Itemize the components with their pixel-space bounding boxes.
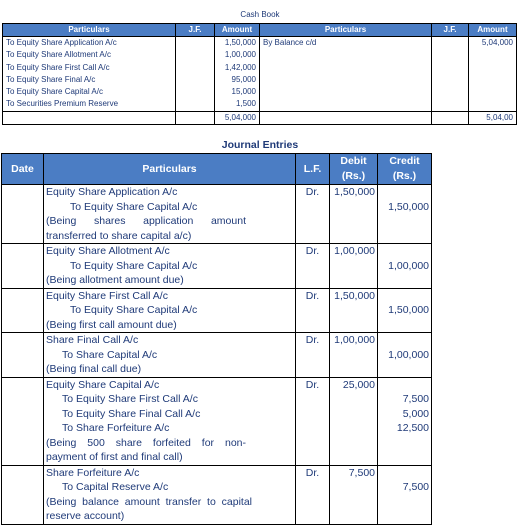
je-credit-account: To Equity Share Capital A/c (70, 200, 198, 213)
je-credit-amount: 1,50,000 (388, 200, 429, 213)
cb-total-cr: 5,04,00 (469, 111, 517, 124)
je-credit-amount: 12,500 (396, 422, 429, 434)
je-header-debit-unit: (Rs.) (341, 170, 366, 182)
je-dr-marker: Dr. (305, 289, 320, 302)
je-header-debit (330, 154, 378, 185)
cb-header-amount-cr: Amount (469, 24, 517, 37)
cash-book-row (3, 49, 517, 61)
cb-dr-amount: 95,000 (215, 74, 260, 86)
cb-dr-jf (176, 37, 215, 50)
journal-entry (2, 333, 517, 378)
je-debit-amount: 1,50,000 (334, 289, 375, 302)
je-narration: (Being allotment amount due) (46, 274, 184, 286)
je-credit-amount: 1,50,000 (388, 304, 429, 316)
je-header-particulars: Particulars (44, 154, 296, 185)
cb-total-dr: 5,04,000 (215, 111, 260, 124)
cb-cr-amount: 5,04,000 (469, 37, 517, 50)
journal-entry (2, 465, 517, 524)
cb-dr-particulars: To Equity Share Capital A/c (3, 86, 176, 98)
je-debit-amount: 25,000 (342, 378, 375, 391)
je-particulars (44, 185, 296, 244)
je-debit-amount: 1,00,000 (334, 334, 375, 346)
journal-entry (2, 244, 517, 289)
cash-book-total-row (3, 111, 517, 124)
journal-header-row (2, 154, 517, 185)
journal-entry (2, 185, 517, 244)
cb-header-jf-cr: J.F. (432, 24, 469, 37)
je-narration: (Being first call amount due) (46, 318, 177, 331)
cb-dr-particulars: To Equity Share Allotment A/c (3, 49, 176, 61)
je-header-credit (378, 154, 432, 185)
je-header-lf: L.F. (296, 154, 330, 185)
cb-dr-particulars: To Equity Share Final A/c (3, 74, 176, 86)
je-debit-amount: 1,50,000 (334, 186, 375, 198)
cash-book-header-row (3, 24, 517, 37)
je-credit-amount: 1,00,000 (388, 259, 429, 272)
je-debit-account: Equity Share First Call A/c (46, 289, 168, 302)
cb-header-particulars-cr: Particulars (260, 24, 432, 37)
cb-cr-jf (432, 37, 469, 50)
je-credit-account: To Equity Share Final Call A/c (62, 407, 201, 420)
cash-book-row (3, 86, 517, 98)
je-credit (378, 185, 432, 244)
cb-dr-particulars: To Equity Share Application A/c (3, 37, 176, 50)
journal-entry (2, 377, 517, 465)
je-credit-account: To Equity Share First Call A/c (62, 393, 198, 405)
je-narration: (Being final call due) (46, 363, 142, 375)
cash-book-row (3, 62, 517, 74)
cash-book-row (3, 74, 517, 86)
je-header-credit-unit: (Rs.) (392, 170, 417, 182)
je-dr-marker: Dr. (305, 186, 320, 198)
je-debit-account: Equity Share Allotment A/c (46, 245, 170, 257)
cb-header-jf-dr: J.F. (176, 24, 215, 37)
journal-entry (2, 288, 517, 333)
je-debit-amount: 1,00,000 (334, 245, 375, 257)
cb-dr-particulars: To Securities Premium Reserve (3, 98, 176, 111)
je-debit-account: Share Final Call A/c (46, 334, 139, 346)
cb-header-particulars-dr: Particulars (3, 24, 176, 37)
je-credit-amount: 5,000 (402, 407, 429, 420)
cash-book-table (2, 23, 517, 125)
je-credit-account: To Share Forfeiture A/c (62, 422, 170, 434)
cb-header-amount-dr: Amount (215, 24, 260, 37)
je-debit-account: Equity Share Application A/c (46, 186, 178, 198)
je-lf (296, 185, 330, 244)
cb-dr-amount: 15,000 (215, 86, 260, 98)
je-narration: (Being shares application amount transferred to share capital a/c) (46, 215, 246, 242)
je-header-date: Date (2, 154, 44, 185)
je-dr-marker: Dr. (305, 378, 320, 391)
je-narration: (Being balance amount transfer to capital reserve account) (46, 495, 252, 522)
cb-dr-amount: 1,00,000 (215, 49, 260, 61)
je-date (2, 185, 44, 244)
je-narration: (Being 500 share forfeited for non-payment of first and final call) (46, 436, 246, 463)
je-credit-account: To Equity Share Capital A/c (70, 304, 198, 316)
je-dr-marker: Dr. (305, 334, 320, 346)
je-debit-account: Equity Share Capital A/c (46, 378, 160, 391)
je-header-credit-label: Credit (389, 155, 420, 167)
cash-book-row (3, 98, 517, 111)
cb-dr-amount: 1,50,000 (215, 37, 260, 50)
je-header-debit-label: Debit (340, 155, 367, 167)
je-credit-account: To Share Capital A/c (62, 348, 158, 361)
journal-title: Journal Entries (221, 139, 299, 151)
cb-dr-particulars: To Equity Share First Call A/c (3, 62, 176, 74)
je-credit-account: To Capital Reserve A/c (62, 481, 169, 493)
cb-dr-amount: 1,500 (215, 98, 260, 111)
cash-book-row (3, 37, 517, 50)
je-debit-amount: 7,500 (348, 466, 375, 479)
je-dr-marker: Dr. (305, 466, 320, 479)
cb-cr-particulars: By Balance c/d (260, 37, 432, 50)
je-dr-marker: Dr. (305, 245, 320, 257)
je-credit-amount: 7,500 (402, 481, 429, 493)
je-credit-account: To Equity Share Capital A/c (70, 259, 198, 272)
cb-dr-amount: 1,42,000 (215, 62, 260, 74)
je-debit-account: Share Forfeiture A/c (46, 466, 140, 479)
cash-book-title: Cash Book (240, 10, 280, 19)
je-credit-amount: 1,00,000 (388, 348, 429, 361)
je-debit (330, 185, 378, 244)
journal-table (1, 153, 517, 525)
je-credit-amount: 7,500 (402, 393, 429, 405)
